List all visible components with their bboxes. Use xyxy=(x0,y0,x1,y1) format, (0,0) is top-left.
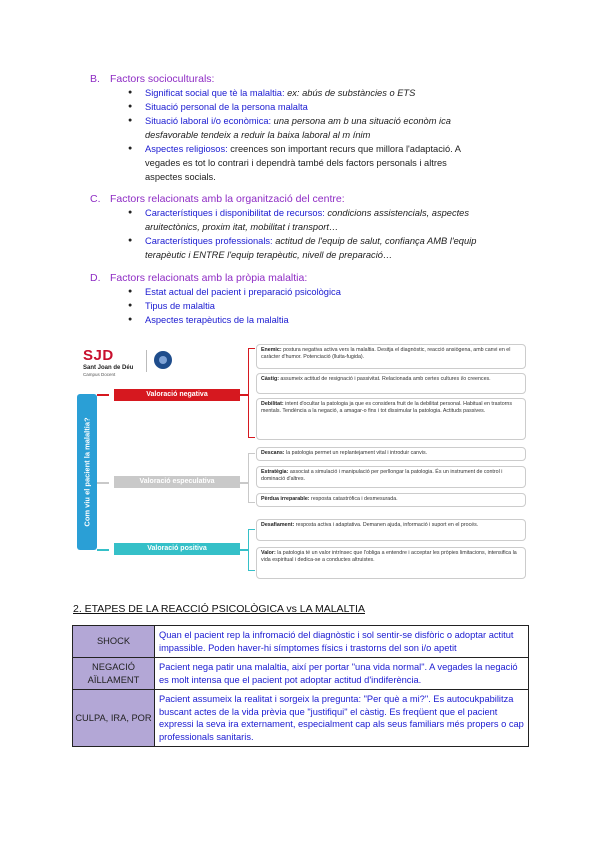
list-item-label: Significat social que tè la malaltia: xyxy=(145,88,285,98)
stage-label: NEGACIÓ AÏLLAMENT xyxy=(73,658,155,690)
box-valor xyxy=(256,547,526,579)
list-item-text: creences son important recurs que millora l'adaptació. A vegades es tot lo contrari i dependrà també dels factors personals i altres aspectes socials. xyxy=(145,144,461,182)
section-c-letter: C. xyxy=(90,193,101,205)
section-c-title-text: Factors relacionats amb la organització del centre: xyxy=(110,193,345,205)
section-c-list xyxy=(145,206,510,262)
connector xyxy=(240,394,248,396)
box-text: assumeix actitud de resignació i passivitat. Relacionada amb certes cultures i/o creences. xyxy=(278,376,491,382)
bracket-positive xyxy=(248,529,255,571)
list-item xyxy=(145,142,485,184)
box-text: resposta catastròfica i desmesurada. xyxy=(309,496,398,502)
section-2-heading: 2. ETAPES DE LA REACCIÓ PSICOLÒGICA vs LA MALALTIA xyxy=(73,603,365,615)
list-item-label: Situació laboral i/o econòmica: xyxy=(145,116,272,126)
box-text: associat a simulació i manipulació per perllongar la patologia. És un instrument de control i dominació d'altres. xyxy=(261,469,503,482)
list-item xyxy=(145,114,485,142)
box-text: intent d'ocultar la patologia ja que es considera fruit de la debilitat personal. Habitual en trastorns mentals. Tendència a la negació, a amagar-o fins i tot dissimular la patologia. Actituds passives. xyxy=(261,401,512,414)
logo-campus: Campus Docent xyxy=(83,372,116,377)
logo-divider xyxy=(146,350,147,372)
valoracio-diagram xyxy=(70,343,530,583)
list-item xyxy=(145,206,510,234)
box-text: postura negativa activa vers la malaltia. Desitja el diagnòstic, reacció ansiògena, amb canvi en el caràcter d'humor. Potenciació (lluita-fugida). xyxy=(261,347,511,360)
box-term: Enemic: xyxy=(261,347,282,353)
list-item xyxy=(145,234,510,262)
list-item xyxy=(145,285,475,299)
section-d-letter: D. xyxy=(90,272,101,284)
section-b-list xyxy=(145,86,485,184)
box-debilitat xyxy=(256,398,526,440)
box-text: la patologia té un valor intrínsec que l'obliga a entendre i acceptar les pròpies limitacions, intensifica la vida espiritual i dedica-se a conductes altruistes. xyxy=(261,550,517,563)
list-item xyxy=(145,100,485,114)
stage-description: Pacient assumeix la realitat i sorgeix la pregunta: "Per què a mi?". Es autocukpabilitza buscant actes de la vida prèvia que "justifiqui" el càstig. Es freqüent que el pacient expressi la seva ira externament, especialment cap als seus familiars més propers o cap professionals sanitaris. xyxy=(155,690,529,747)
table-row xyxy=(73,658,529,690)
table-row xyxy=(73,626,529,658)
list-item-label: Característiques professionals: xyxy=(145,236,273,246)
section-d-list xyxy=(145,285,475,327)
stage-description: Quan el pacient rep la infromació del diagnòstic i sol sentir-se disfòric o adoptar actitut impassible. Poden haver-hi símptomes físics i trastorns del son i/o apetit xyxy=(155,626,529,658)
list-item xyxy=(145,86,485,100)
list-item-label: Tipus de malaltia xyxy=(145,301,215,311)
section-d-title xyxy=(90,272,307,284)
box-term: Estratègia: xyxy=(261,469,289,475)
section-d-title-text: Factors relacionats amb la pròpia malaltia: xyxy=(110,272,308,284)
box-castig xyxy=(256,373,526,394)
category-positive: Valoració positiva xyxy=(114,543,240,555)
list-item-text: condicions assistencials, aspectes aruitectònics, proxim itat, mobilitat i transport… xyxy=(145,208,470,232)
list-item-label: Situació personal de la persona malalta xyxy=(145,102,308,112)
seal-icon xyxy=(154,351,172,369)
stage-label: CULPA, IRA, POR xyxy=(73,690,155,747)
box-enemic xyxy=(256,344,526,369)
vertical-question-bar xyxy=(77,394,97,550)
category-speculative: Valoració especulativa xyxy=(114,476,240,488)
box-perdua xyxy=(256,493,526,507)
sjd-logo-text: SJD xyxy=(83,347,114,364)
section-b-letter: B. xyxy=(90,73,100,85)
section-b-title xyxy=(90,73,214,85)
logo-subtitle: Sant Joan de Déu xyxy=(83,365,134,371)
connector-positive xyxy=(97,549,109,551)
stage-label: SHOCK xyxy=(73,626,155,658)
box-term: Desafiament: xyxy=(261,522,295,528)
section-b-title-text: Factors socioculturals: xyxy=(110,73,215,85)
connector-negative xyxy=(97,394,109,396)
box-term: Descans: xyxy=(261,450,285,456)
connector xyxy=(240,549,248,551)
box-estrategia xyxy=(256,466,526,488)
list-item xyxy=(145,299,475,313)
list-item-label: Aspectes religiosos: xyxy=(145,144,228,154)
list-item-label: Aspectes terapèutics de la malaltia xyxy=(145,315,289,325)
list-item-text: ex: abús de substàncies o ETS xyxy=(284,88,416,98)
box-term: Valor: xyxy=(261,550,276,556)
list-item-label: Característiques i disponibilitat de recursos: xyxy=(145,208,325,218)
stage-description: Pacient nega patir una malaltia, així per portar "una vida normal". A vegades la negació es molt intensa que el pacient pot adoptar actitud d'indiferència. xyxy=(155,658,529,690)
section-c-title xyxy=(90,193,345,205)
bracket-speculative xyxy=(248,453,255,503)
list-item-text: actitud de l'equip de salut, confiança AMB l'equip terapèutic i ENTRE l'equip terapèutic, nivell de preparació… xyxy=(145,236,477,260)
box-term: Debilitat: xyxy=(261,401,284,407)
list-item xyxy=(145,313,475,327)
box-text: resposta activa i adaptativa. Demanen ajuda, informació i suport en el procés. xyxy=(294,522,479,528)
box-text: la patologia permet un replantejament vital i introduir canvis. xyxy=(284,450,428,456)
table-row xyxy=(73,690,529,747)
list-item-text: una persona am b una situació econòm ica desfavorable tendeix a reduir la baixa laboral al m ínim xyxy=(145,116,451,140)
box-term: Pèrdua irreparable: xyxy=(261,496,310,502)
reaction-stages-table xyxy=(72,625,529,747)
list-item-label: Estat actual del pacient i preparació psicològica xyxy=(145,287,341,297)
category-negative: Valoració negativa xyxy=(114,389,240,401)
box-term: Càstig: xyxy=(261,376,279,382)
connector xyxy=(240,482,248,484)
box-desafiament xyxy=(256,519,526,541)
connector-speculative xyxy=(97,482,109,484)
bracket-negative xyxy=(248,348,255,438)
vertical-question-label: Com viu el pacient la malaltia? xyxy=(82,417,92,527)
box-descans xyxy=(256,447,526,461)
